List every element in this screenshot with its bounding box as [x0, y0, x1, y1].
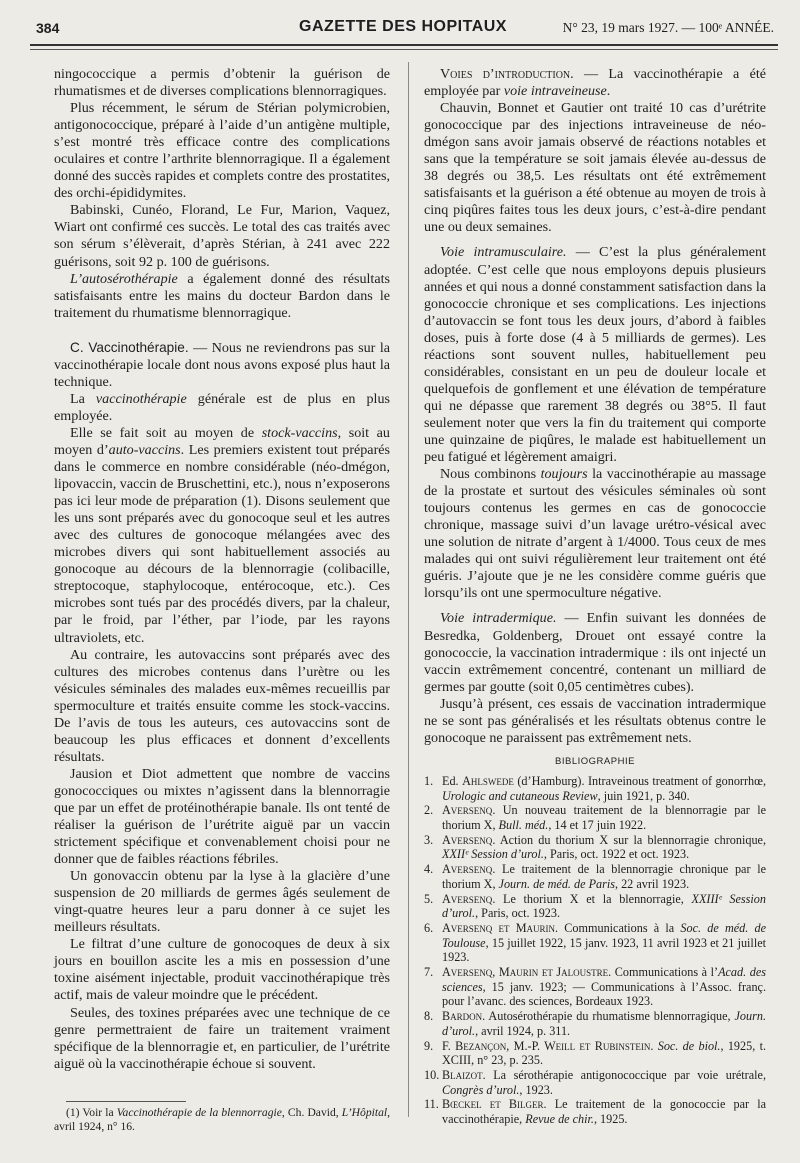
header-rule: [30, 44, 778, 46]
paragraph: Jusqu’à présent, ces essais de vaccination intradermique ne se sont pas généralisés et les résultats obtenus contre le gonocoque ne paraissent pas extrêmement nets.: [424, 695, 766, 746]
paragraph: Voie intradermique. — Enfin suivant les données de Besredka, Goldenberg, Drouet ont essayé contre la gonococcie, la vaccination intradermique : ils ont injecté un vaccin extrêmement concentré, contenant un milliard de germes par goutte (soit 0,05 centimètres cubes).: [424, 610, 767, 695]
footnote: (1) Voir la Vaccinothérapie de la blennorragie, Ch. David, L’Hôpital, avril 1924, n° 16.: [54, 1105, 390, 1133]
header-rule-thin: [30, 49, 778, 50]
paragraph: Voie intramusculaire. — C’est la plus généralement adoptée. C’est celle que nous employons depuis plusieurs années et qui nous a donné constamment satisfaction dans la gonococcie chronique et ses complications. Les injections d’autovaccin se font tous les deux jours, d’abord à faibles doses, puis à forte dose (4 à 5 milliards de germes). Les réactions sont souvent nulles, habituellement peu considérables, consistant en un peu de douleur locale et quelquefois de gonflement et une élévation de température qui ne dépasse que rarement 38 degrés ou 38°5. Il faut seulement noter que vers la fin du traitement qui comporte une quinzaine de piqûres, le malade est habituellement un peu fatigué et légèrement amaigri.: [424, 244, 766, 466]
paragraph: La vaccinothérapie générale est de plus en plus employée.: [54, 390, 390, 424]
paragraph: Plus récemment, le sérum de Stérian polymicrobien, antigonococcique, préparé à l’aide d’un antigène multiple, s’est montré très efficace contre des complications oculaires et contre l’arthrite blennorragique. Il a également donné des succès rapides et complets contre des prostatites, des orchi-épididymites.: [54, 100, 390, 202]
footnote-rule: [66, 1101, 186, 1102]
paragraph: Voies d’introduction. — La vaccinothérapie a été employée par voie intraveineuse.: [424, 66, 766, 100]
subheading: Voies d’introduction.: [440, 66, 574, 82]
page-header: [32, 12, 774, 46]
subheading: Voie intradermique.: [440, 610, 557, 627]
emphasis: L’autosérothérapie: [70, 270, 178, 287]
bibliography-list: [424, 774, 766, 1127]
bibliography-entry: 4. Aversenq. Le traitement de la blennorragie chronique par le thorium X, Journ. de méd. de Paris, 22 avril 1923.: [424, 862, 766, 891]
paragraph: Nous combinons toujours la vaccinothérapie au massage de la prostate et surtout des vésicules séminales où sont toujours contenus les germes en cas de gonococcie chronique, massage suivi d’un lavage urétro-vésical avec une solution de nitrate d’argent à 1/4000. Tous ceux de mes malades qui ont suivi régulièrement leur traitement ont été guéris. J’ajoute que je ne les considère comme guéris que lorsqu’ils ont une spermoculture négative.: [424, 466, 766, 602]
issue-info: N° 23, 19 mars 1927. — 100ᵉ ANNÉE.: [562, 20, 774, 35]
subheading: Voie intramusculaire.: [440, 244, 567, 261]
section-heading: C. Vaccinothérapie.: [70, 339, 189, 355]
column-separator: [408, 62, 409, 1117]
paragraph: L’autosérothérapie a également donné des résultats satisfaisants entre les mains du docteur Bardon dans le traitement du rhumatisme blennorragique.: [54, 270, 390, 321]
paragraph: ningococcique a permis d’obtenir la guérison de rhumatismes et de diverses complications blennorragiques.: [54, 66, 390, 100]
section-c: C. Vaccinothérapie. — Nous ne reviendrons pas sur la vaccinothérapie locale dont nous avons exposé plus haut la technique.: [54, 339, 390, 390]
paragraph: Au contraire, les autovaccins sont préparés avec des cultures des microbes contenus dans l’urètre ou les vésicules séminales des malades eux-mêmes recueillis par spermoculture et traités ensuite comme les stock-vaccins. De l’avis de tous les auteurs, ces autovaccins sont de beaucoup les plus efficaces et donnent d’excellents résultats.: [54, 646, 390, 765]
paragraph: Jausion et Diot admettent que nombre de vaccins gonococciques ou mixtes n’agissent dans la blennorragie que par un effet de protéinothérapie banale. Ils ont tenté de réaliser la guérison de l’urétrite aiguë par un vaccin strictement spécifique et convenablement choisi pour ne donner que de faibles réactions fébriles.: [54, 765, 390, 868]
paragraph: Babinski, Cunéo, Florand, Le Fur, Marion, Vaquez, Wiart ont confirmé ces succès. Le total des cas traités avec son sérum s’élèverait, d’après Stérian, à 241 avec 222 guérisons, soit 92 p. 100 de guérisons.: [54, 202, 390, 270]
bibliography-entry: 2. Aversenq. Un nouveau traitement de la blennorragie par le thorium X, Bull. méd., 14 et 17 juin 1922.: [424, 803, 766, 832]
bibliography-entry: 5. Aversenq. Le thorium X et la blennorragie, XXIIIᵉ Session d’urol., Paris, oct. 1923.: [424, 891, 766, 921]
bibliography-entry: 6. Aversenq et Maurin. Communications à la Soc. de méd. de Toulouse, 15 juillet 1922, 15 janv. 1923, 11 avril 1923 et 21 juillet 1923.: [424, 920, 766, 965]
paragraph: Le filtrat d’une culture de gonocoques de deux à six jours en bouillon ascite les a mis en possession d’une toxine aisément injectable, produit vaccinothérapique très actif, mais de valeur moindre que le précédent.: [54, 936, 390, 1004]
paragraph: Chauvin, Bonnet et Gautier ont traité 10 cas d’urétrite gonococcique par des injections intraveineuse de néo-dmégon sans avoir jamais observé de réactions notables et sans que la température se soit jamais élevée au-dessus de 38 degrés ou 38,5. Les résultats ont été extrêmement satisfaisants et la guérison a été obtenue au moyen de trois à cinq piqûres faites tous les deux jours, c’est-à-dire pendant une ou deux semaines.: [424, 100, 766, 236]
paragraph: Elle se fait soit au moyen de stock-vaccins, soit au moyen d’auto-vaccins. Les premiers existent tout préparés dans le commerce en nombre considérable (néo-dmégon, lipovaccin, vaccin de Bruschettini, etc.), nous n’exposerons pas ici leur mode de préparation (1). Disons seulement que les uns sont préparés avec du gonocoque seul et les autres avec des cultures de gonocoque mélangées avec des microbes divers qui sont habituellement associés au gonocoque au décours de la blennorragie (colibacille, streptocoque, staphylocoque, entérocoque, etc.). Ces microbes sont tués par des procédés divers, par la chaleur, par le froid, par l’éther, par l’iode, par les rayons ultraviolets, etc.: [54, 424, 390, 646]
page-number: 384: [36, 20, 60, 36]
journal-title: GAZETTE DES HOPITAUX: [299, 18, 507, 35]
bibliography-entry: 7. Aversenq, Maurin et Jaloustre. Communications à l’Acad. des sciences, 15 janv. 1923; — Communications à l’Assoc. franç. pour l’avanc. des sciences, Bordeaux 1923.: [424, 965, 766, 1009]
bibliography-entry: 1. Ed. Ahlswede (d’Hamburg). Intraveinous treatment of gonorrhœ, Urologic and cutaneous Review, juin 1921, p. 340.: [424, 773, 766, 803]
bibliography-entry: 10. Blaizot. La sérothérapie antigonococcique par voie urétrale, Congrès d’urol., 1923.: [424, 1067, 766, 1097]
right-column: [424, 66, 766, 1127]
bibliography-title: BIBLIOGRAPHIE: [555, 755, 635, 767]
paragraph: Seules, des toxines préparées avec une technique de ce genre permettraient de faire un traitement vraiment spécifique de la blennorragie et, en particulier, de l’urétrite aiguë où la vaccinothérapie échoue si souvent.: [54, 1004, 390, 1072]
bibliography-entry: 11. Bœckel et Bilger. Le traitement de la gonococcie par la vaccinothérapie, Revue de chir., 1925.: [424, 1097, 766, 1127]
bibliography-entry: 8. Bardon. Autosérothérapie du rhumatisme blennorragique, Journ. d’urol., avril 1924, p. 311.: [424, 1009, 766, 1038]
left-column: [54, 66, 390, 1134]
bibliography-entry: 3. Aversenq. Action du thorium X sur la blennorragie chronique, XXIIᵉ Session d’urol., Paris, oct. 1922 et oct. 1923.: [424, 832, 766, 862]
paragraph: Un gonovaccin obtenu par la lyse à la glacière d’une suspension de 20 milliards de germes âgés seulement de vingt-quatre heures leur a paru donner à ce sujet les meilleurs résultats.: [54, 868, 390, 936]
bibliography-entry: 9. F. Bezançon, M.-P. Weill et Rubinstein. Soc. de biol., 1925, t. XCIII, n° 23, p. 235.: [424, 1038, 766, 1068]
